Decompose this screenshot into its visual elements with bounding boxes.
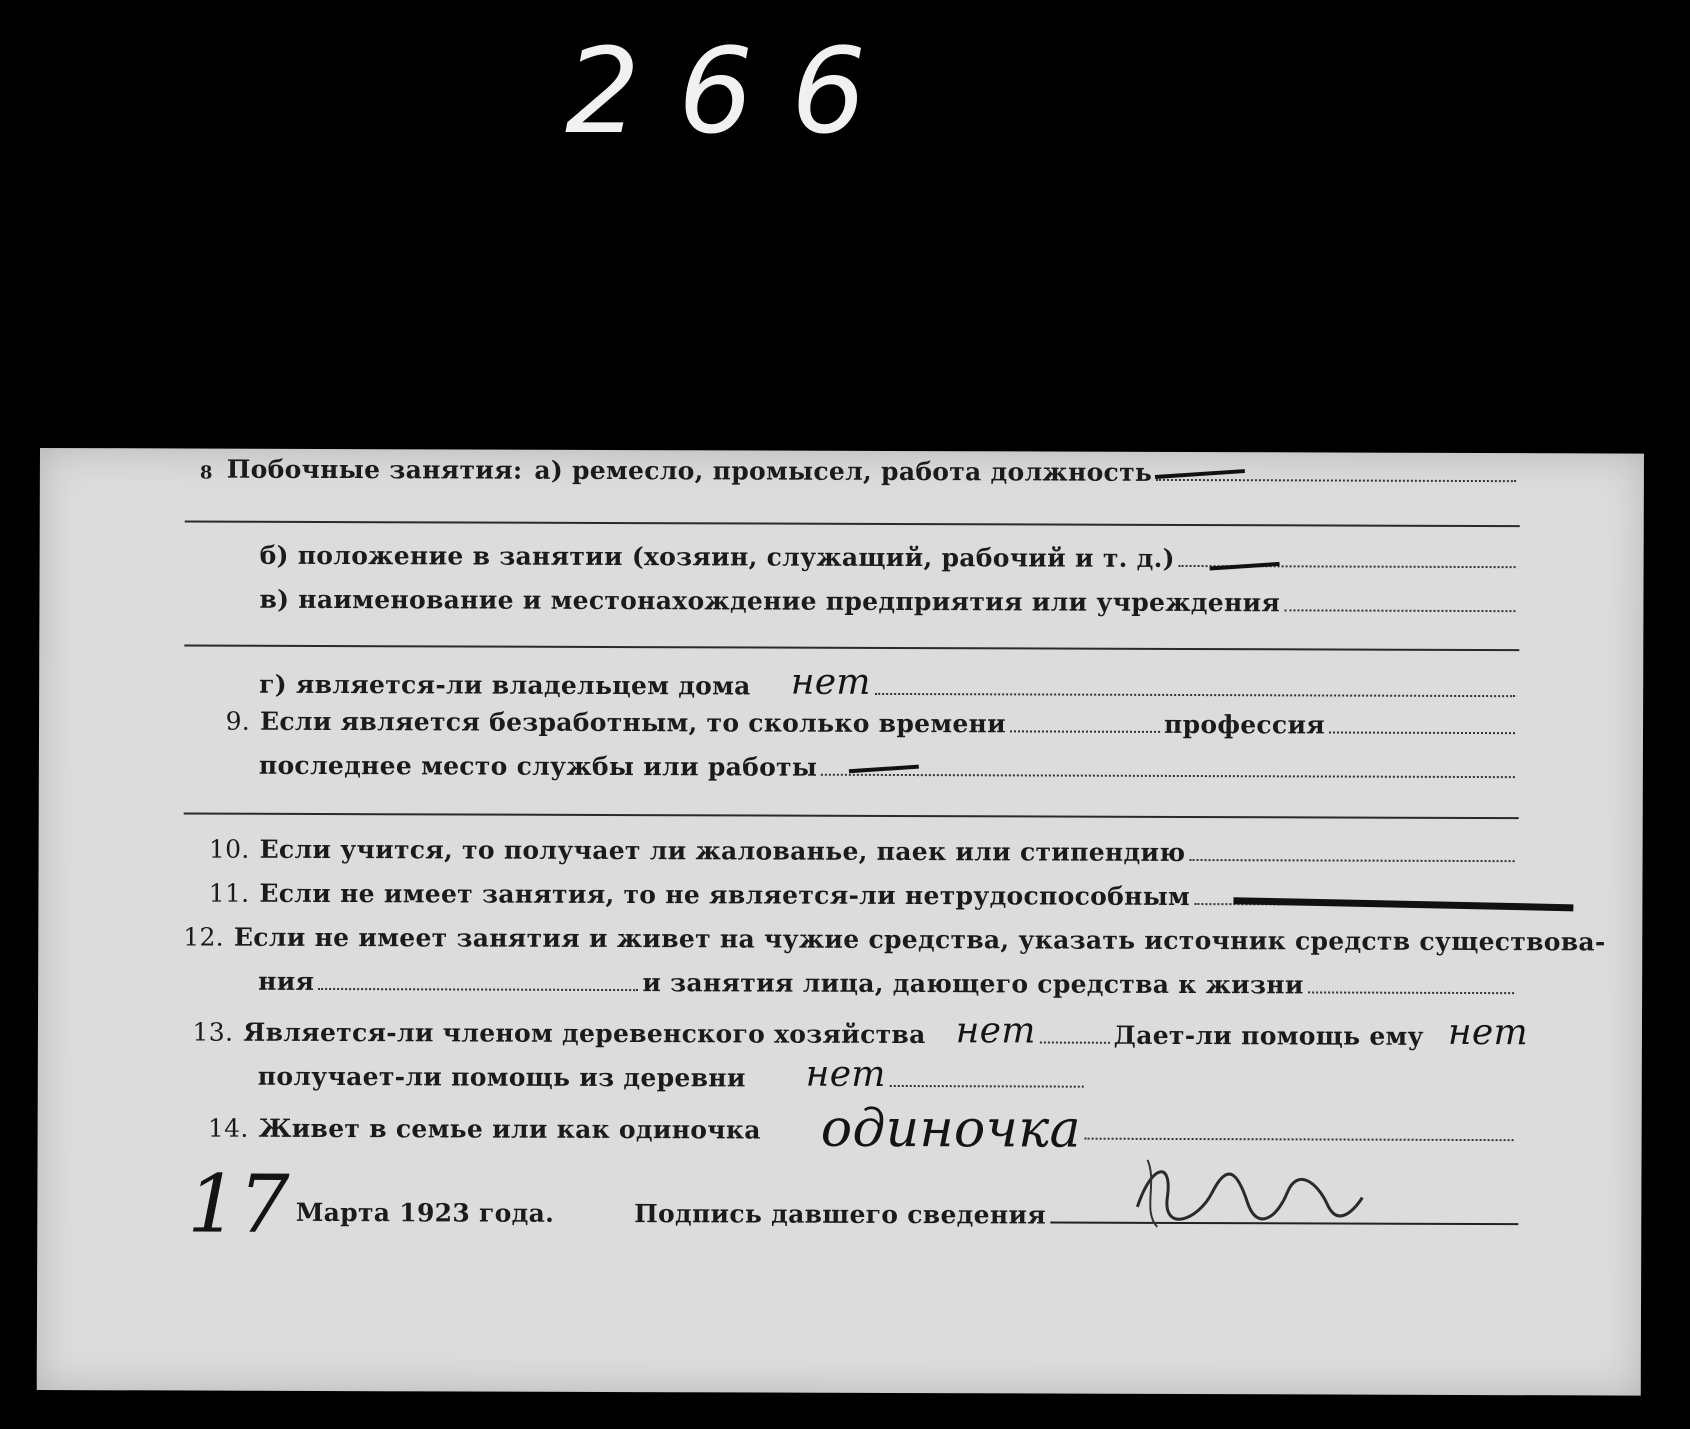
q9-label: Если является безработным, то сколько времени [259,706,1007,739]
q10-number: 10. [208,834,250,864]
q14-label: Живет в семье или как одиночка [258,1113,761,1145]
rule-3 [184,813,1519,820]
q8-marker: 8 [199,462,213,484]
q14-number: 14. [207,1113,249,1143]
q11-row [183,879,1518,913]
q14-line [1085,1137,1514,1141]
q10-row [184,835,1519,869]
q13-number: 13. [192,1017,234,1047]
q8b-row [260,541,1520,574]
q13-receive-line [890,1084,1084,1088]
q12-row [183,922,1606,957]
q13-row [183,1011,1528,1052]
q12-cont-row [258,967,1518,1000]
q12-label: Если не имеет занятия и живет на чужие средства, указать источник средств существова- [233,922,1606,957]
q8g-row [259,663,1519,703]
q8v-row [259,585,1519,618]
q9-number: 9. [225,706,251,736]
q8a-label: а) ремесло, промысел, работа должность [534,455,1153,487]
q12-tail-label: и занятия лица, дающего средства к жизни [642,968,1304,1000]
q9-profession-line [1329,731,1515,735]
q12-tail-line [1308,990,1514,994]
q8b-label: б) положение в занятии (хозяин, служащий, рабочий и т. д.) [259,540,1175,573]
q8g-label: г) является-ли владельцем дома [259,669,751,701]
q12-number: 12. [183,922,225,952]
q9-last-label: последнее место службы или работы [258,750,818,782]
q13-line [1040,1040,1110,1043]
q13-help-label: Дает-ли помощь ему [1113,1020,1424,1051]
q8g-line [875,692,1515,697]
q12-cont-label: ния [258,966,315,996]
q8a-row [200,455,1520,489]
rule-2 [184,645,1519,652]
q9-profession-label: профессия [1163,709,1326,740]
q8g-answer: нет [790,661,871,703]
date-day: 17 [187,1157,290,1251]
q13-answer: нет [955,1010,1036,1052]
q12-cont-line [318,987,638,991]
census-card [37,448,1644,1396]
q10-line [1189,858,1514,862]
signature-scribble [1127,1152,1367,1233]
q9-line [1010,729,1160,733]
q14-row [183,1098,1518,1160]
q13-help-answer: нет [1447,1011,1529,1054]
q13-receive-answer: нет [805,1053,886,1095]
q8v-label: в) наименование и местонахождение предприятия или учреждения [259,584,1281,618]
q8v-line [1284,608,1515,612]
q13-receive-row [258,1055,1088,1094]
q13-label: Является-ли членом деревенского хозяйства [243,1017,926,1050]
q8a-line [1156,478,1516,482]
rule-1 [185,521,1520,528]
q9-row [184,707,1519,741]
q13-receive-label: получает-ли помощь из деревни [257,1061,746,1093]
q8-title: Побочные занятия: [226,454,523,485]
q11-label: Если не имеет занятия, то не является-ли нетрудоспособным [259,878,1191,912]
q10-label: Если учится, то получает ли жалованье, паек или стипендию [259,834,1186,868]
date-text: Марта 1923 года. [295,1197,555,1228]
archive-number: 266 [565,22,905,160]
signature-label: Подпись давшего сведения [634,1199,1047,1230]
q14-answer: одиночка [820,1098,1081,1160]
q11-number: 11. [208,878,250,908]
q9-last-line [821,773,1515,778]
